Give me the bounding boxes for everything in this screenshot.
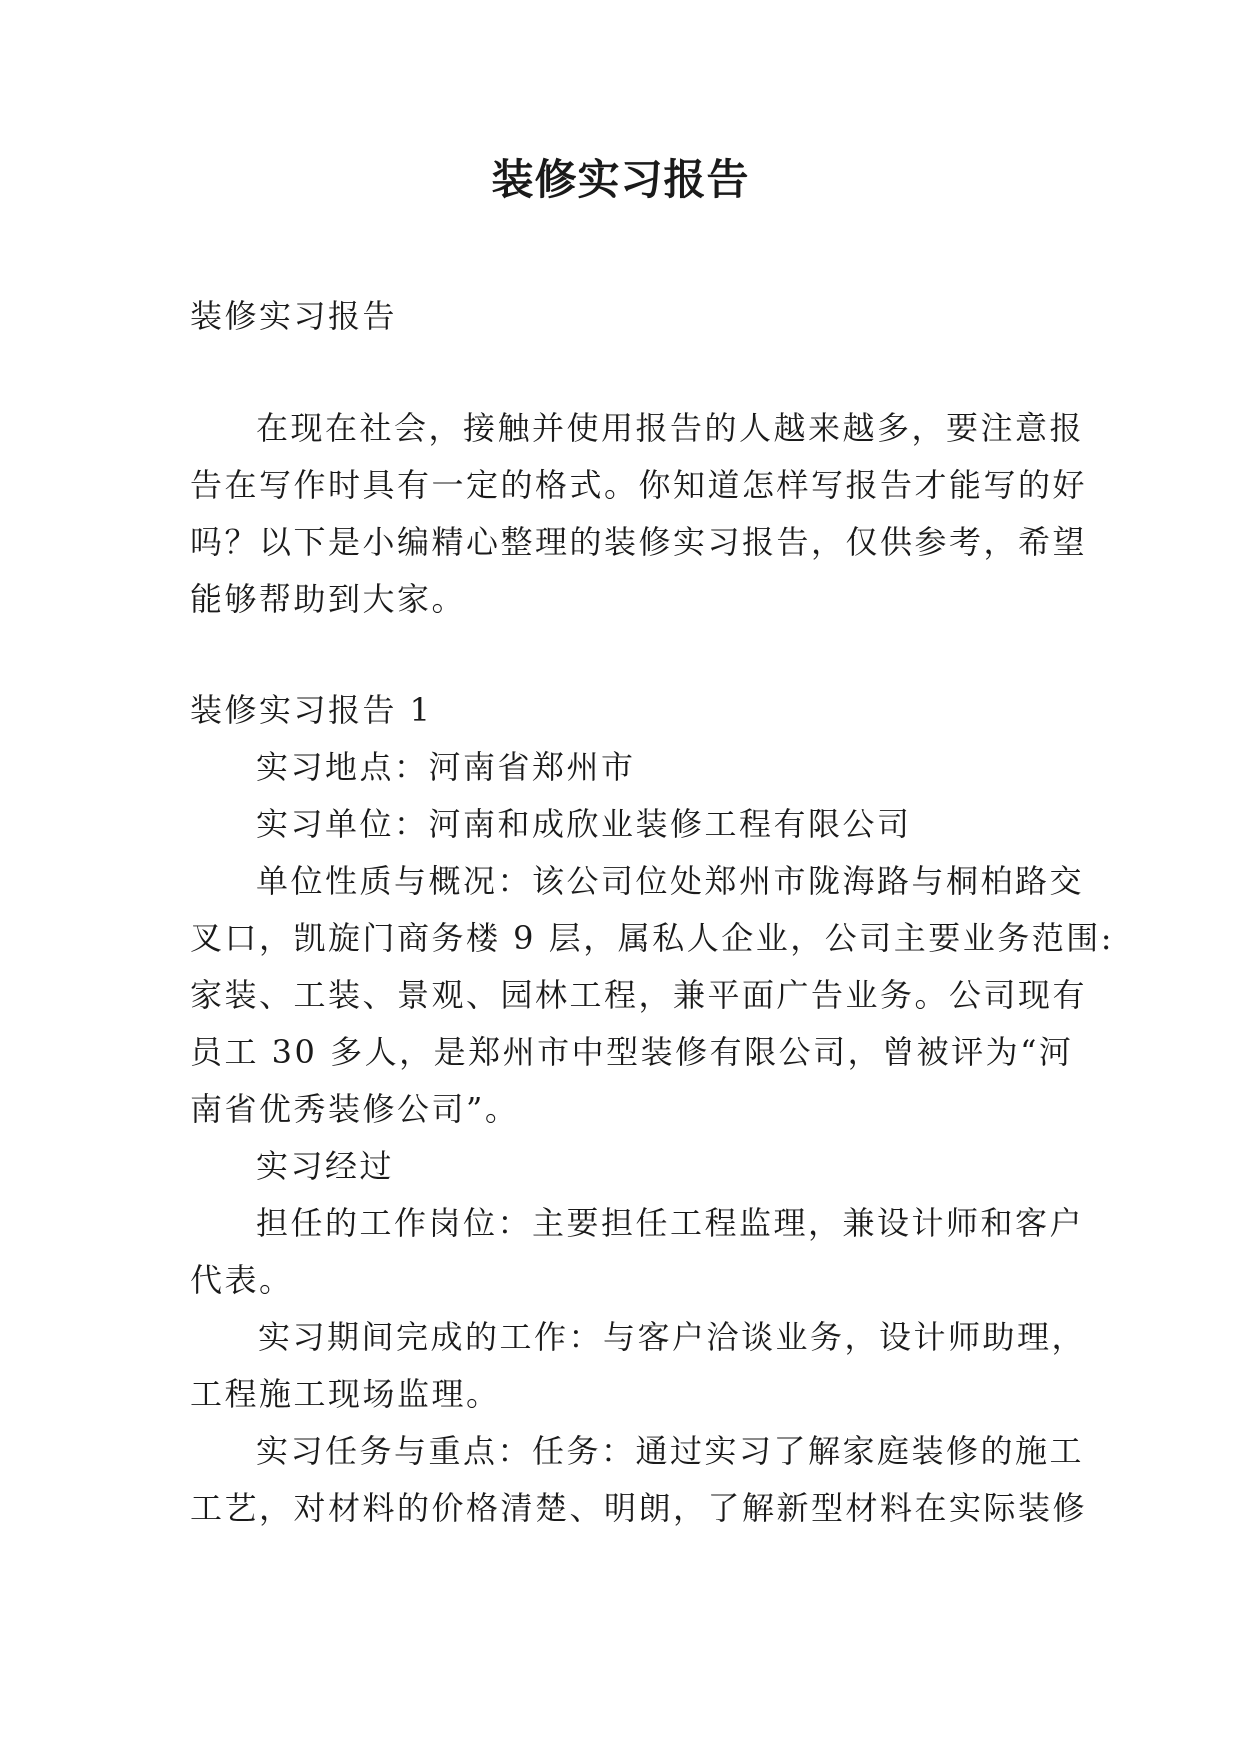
intro-line-3: 吗？以下是小编精心整理的装修实习报告，仅供参考，希望 (190, 523, 1088, 561)
body-line-14: 工艺，对材料的价格清楚、明朗，了解新型材料在实际装修 (190, 1489, 1088, 1527)
body-line-1: 实习地点：河南省郑州市 (256, 748, 636, 786)
body-line-13: 实习任务与重点：任务：通过实习了解家庭装修的施工 (256, 1432, 1085, 1470)
body-line-12: 工程施工现场监理。 (190, 1375, 501, 1413)
document-title: 装修实习报告 (491, 155, 750, 204)
section-heading: 装修实习报告 (190, 297, 398, 335)
body-line-3: 单位性质与概况：该公司位处郑州市陇海路与桐柏路交 (256, 862, 1085, 900)
report-heading: 装修实习报告 1 (190, 691, 433, 729)
body-line-7: 南省优秀装修公司”。 (190, 1090, 520, 1128)
intro-line-4: 能够帮助到大家。 (190, 580, 467, 618)
body-line-6: 员工 30 多人，是郑州市中型装修有限公司，曾被评为“河 (190, 1033, 1074, 1071)
body-line-11: 实习期间完成的工作：与客户洽谈业务，设计师助理， (258, 1318, 1087, 1356)
body-line-5: 家装、工装、景观、园林工程，兼平面广告业务。公司现有 (190, 976, 1088, 1014)
body-line-4: 叉口，凯旋门商务楼 9 层，属私人企业，公司主要业务范围: (190, 919, 1114, 957)
intro-line-2: 告在写作时具有一定的格式。你知道怎样写报告才能写的好 (190, 466, 1088, 504)
body-line-9: 担任的工作岗位：主要担任工程监理，兼设计师和客户 (256, 1204, 1085, 1242)
body-line-2: 实习单位：河南和成欣业装修工程有限公司 (256, 805, 912, 843)
intro-line-1: 在现在社会，接触并使用报告的人越来越多，要注意报 (256, 409, 1085, 447)
body-line-10: 代表。 (190, 1261, 294, 1299)
body-line-8: 实习经过 (256, 1147, 395, 1185)
